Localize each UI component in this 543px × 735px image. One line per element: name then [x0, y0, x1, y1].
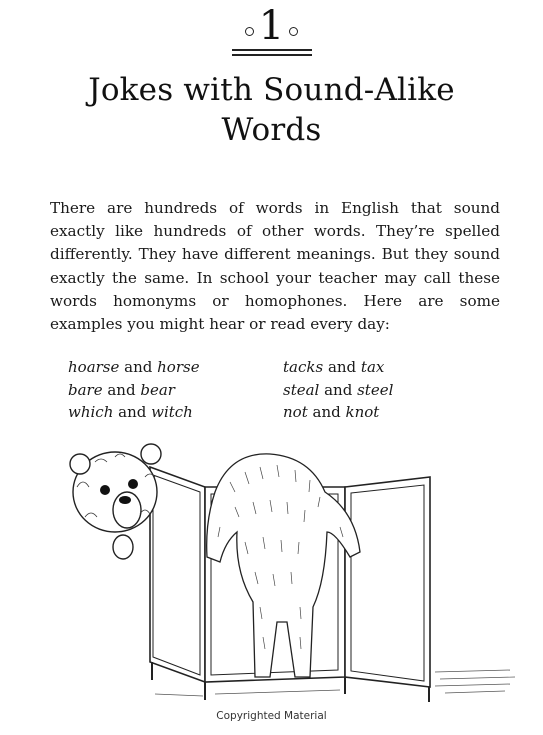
word-pair-row [68, 401, 488, 424]
word-pair: steal and steel [283, 380, 394, 399]
word-pairs [68, 356, 488, 424]
ornament-rule-top [232, 49, 312, 51]
ornament-rule-bottom [232, 54, 312, 56]
word-pair: which and witch [68, 403, 193, 421]
word-pair: tacks and tax [283, 358, 385, 376]
word-pair: hoarse and horse [68, 358, 200, 376]
chapter-title [20, 70, 523, 150]
ornament-dot-left [245, 27, 254, 36]
copyright-watermark: Copyrighted Material [216, 710, 327, 722]
chapter-title-line-1: Jokes with Sound-Alike [88, 72, 455, 108]
chapter-ornament [0, 3, 543, 58]
intro-paragraph: There are hundreds of words in English that sound exactly like hundreds of other words. They’re spelled differently. They have different meanings. But they sound exactly the same. In school your teacher may call these words homonyms or homophones. Here are some examples you might hear or read every day: [50, 199, 500, 334]
screen-panel-left [150, 467, 205, 682]
chapter-title-line-2: Words [221, 112, 322, 148]
screen-panel-right [345, 477, 430, 687]
ornament-dot-right [289, 27, 298, 36]
chapter-number: 1 [258, 3, 285, 49]
word-pair: not and knot [283, 403, 380, 421]
word-pair: bare and bear [68, 380, 175, 399]
bear-illustration [55, 432, 525, 717]
word-pair-row [68, 379, 488, 402]
word-pair-row [68, 356, 488, 379]
